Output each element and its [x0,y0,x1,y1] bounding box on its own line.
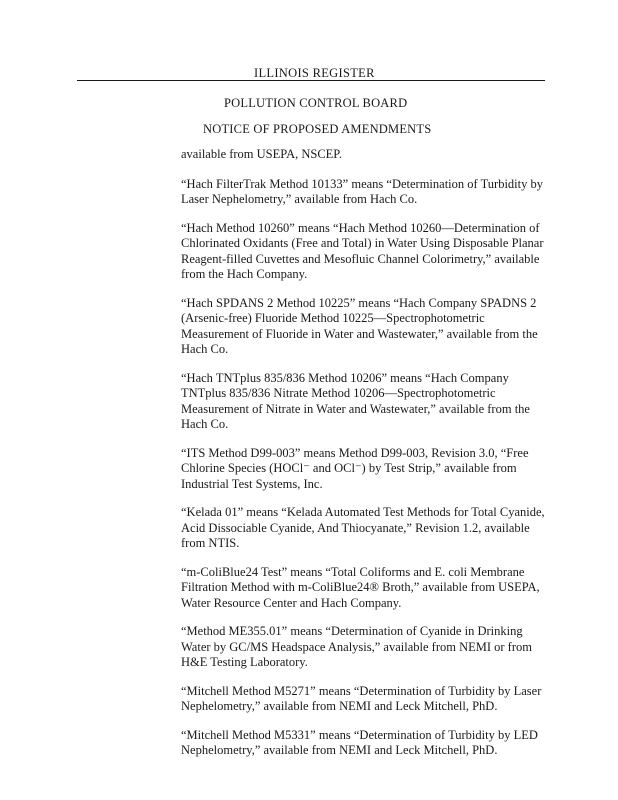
register-title: ILLINOIS REGISTER [254,66,375,80]
paragraph-continuation: available from USEPA, NSCEP. [181,147,342,161]
definition-paragraph: “ITS Method D99-003” means Method D99-003, Revision 3.0, “Free Chlorine Species (HOCl⁻ and OCl⁻) by Test Strip,” available from Industrial Test Systems, Inc. [181,445,529,491]
definition-paragraph: “Mitchell Method M5331” means “Determination of Turbidity by LED Nephelometry,” available from NEMI and Leck Mitchell, PhD. [181,727,538,757]
agency-title: POLLUTION CONTROL BOARD [224,96,408,110]
definition-paragraph: “Hach Method 10260” means “Hach Method 10260—Determination of Chlorinated Oxidants (Free and Total) in Water Using Disposable Planar Reagent-filled Cuvettes and Mesofluic Channel Colorimetry,” available from the Hach Company. [181,220,544,281]
header-divider [77,80,545,81]
definition-paragraph: “Hach SPDANS 2 Method 10225” means “Hach Company SPADNS 2 (Arsenic-free) Fluoride Method 10225—Spectrophotometric Measurement of Fluoride in Water and Wastewater,” available from the Hach Co. [181,295,538,356]
document-body [181,147,551,772]
definition-paragraph: “Method ME355.01” means “Determination of Cyanide in Drinking Water by GC/MS Headspace Analysis,” available from NEMI or from H&E Testing Laboratory. [181,624,532,669]
definition-paragraph: “Hach TNTplus 835/836 Method 10206” means “Hach Company TNTplus 835/836 Nitrate Method 10206—Spectrophotometric Measurement of Nitrate in Water and Wastewater,” available from the Hach Co. [181,370,530,431]
definition-paragraph: “m-ColiBlue24 Test” means “Total Coliforms and E. coli Membrane Filtration Method with m-ColiBlue24® Broth,” available from USEPA, Water Resource Center and Hach Company. [181,564,540,610]
definition-paragraph: “Mitchell Method M5271” means “Determination of Turbidity by Laser Nephelometry,” available from NEMI and Leck Mitchell, PhD. [181,683,542,713]
definition-paragraph: “Hach FilterTrak Method 10133” means “Determination of Turbidity by Laser Nephelometry,” available from Hach Co. [181,176,543,206]
definition-paragraph: “Kelada 01” means “Kelada Automated Test Methods for Total Cyanide, Acid Dissociable Cyanide, And Thiocyanate,” Revision 1.2, available from NTIS. [181,505,545,550]
notice-title: NOTICE OF PROPOSED AMENDMENTS [203,122,432,136]
